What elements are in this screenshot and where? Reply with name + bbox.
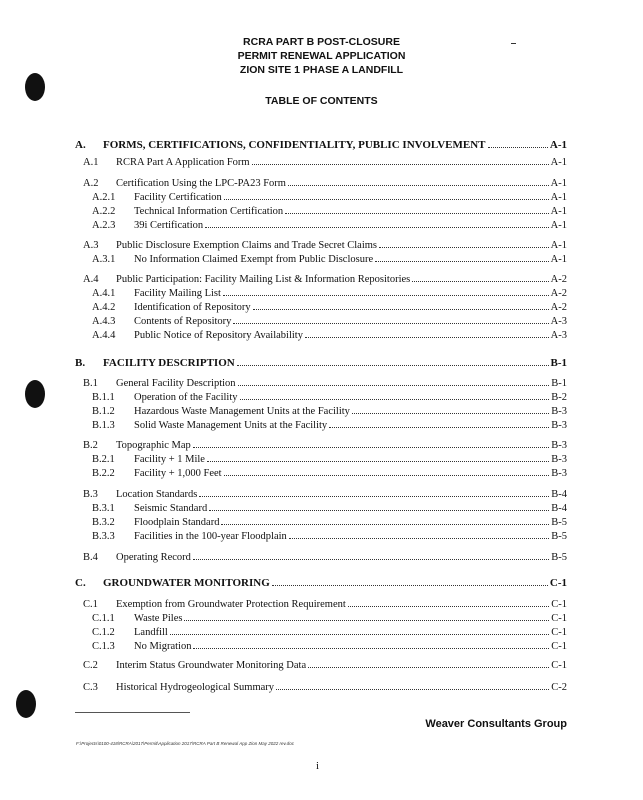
toc-number: A.4.1	[92, 288, 116, 299]
toc-entry	[0, 405, 643, 419]
toc-title: No Information Claimed Exempt from Public Disclosure	[134, 254, 374, 265]
toc-page: A-3	[550, 330, 567, 341]
toc-number: A.3.1	[92, 254, 116, 265]
toc-number: B.3.2	[92, 517, 115, 528]
toc-title: Facility + 1 Mile	[134, 454, 205, 465]
toc-number: C.1	[83, 599, 98, 610]
toc-page: B-3	[551, 454, 567, 465]
toc-page: C-1	[551, 641, 567, 652]
toc-number: A.	[75, 139, 86, 151]
toc-title: Certification Using the LPC-PA23 Form	[116, 178, 286, 189]
toc-title: General Facility Description	[116, 378, 236, 389]
toc-number: A.3	[83, 240, 99, 251]
toc-number: C.	[75, 577, 86, 589]
toc-title: Facilities in the 100-year Floodplain	[134, 531, 287, 542]
toc-title: Hazardous Waste Management Units at the Facility	[134, 406, 350, 417]
toc-title: Historical Hydrogeological Summary	[116, 682, 275, 693]
toc-page: A-1	[550, 157, 567, 168]
toc-title: Public Disclosure Exemption Claims and Trade Secret Claims	[116, 240, 378, 251]
toc-title: Facility + 1,000 Feet	[134, 468, 222, 479]
toc-page: B-5	[551, 552, 567, 563]
toc-page: C-1	[551, 627, 567, 638]
toc-page: A-2	[550, 274, 567, 285]
toc-page: B-1	[551, 378, 567, 389]
toc-page: B-3	[551, 420, 567, 431]
toc-number: C.1.2	[92, 627, 115, 638]
toc-number: A.2.2	[92, 206, 116, 217]
toc-entry	[0, 467, 643, 481]
toc-title: Facility Mailing List	[134, 288, 221, 299]
toc-title: RCRA Part A Application Form	[116, 157, 250, 168]
toc-title: FORMS, CERTIFICATIONS, CONFIDENTIALITY, PUBLIC INVOLVEMENT	[103, 139, 486, 151]
toc-page: A-1	[550, 240, 567, 251]
toc-entry	[0, 205, 643, 219]
toc-page: A-3	[550, 316, 567, 327]
toc-page: A-2	[550, 302, 567, 313]
toc-number: C.1.3	[92, 641, 115, 652]
toc-page: A-2	[550, 288, 567, 299]
toc-entry	[0, 315, 643, 329]
toc-entry	[0, 377, 643, 391]
toc-title: Seismic Standard	[134, 503, 208, 514]
toc-entry	[0, 177, 643, 191]
toc-title: Solid Waste Management Units at the Facility	[134, 420, 328, 431]
toc-page: C-1	[549, 577, 567, 589]
toc-number: B.2	[83, 440, 98, 451]
toc-entry	[0, 488, 643, 502]
toc-entry	[0, 516, 643, 530]
toc-page: B-3	[551, 406, 567, 417]
toc-number: A.4.4	[92, 330, 116, 341]
toc-page: A-1	[549, 139, 567, 151]
company-name: Weaver Consultants Group	[425, 718, 567, 730]
doc-title-line-2: PERMIT RENEWAL APPLICATION	[237, 50, 406, 62]
toc-entry	[0, 191, 643, 205]
toc-page: A-1	[550, 192, 567, 203]
toc-title: Exemption from Groundwater Protection Requirement	[116, 599, 346, 610]
toc-entry	[0, 273, 643, 287]
toc-entry	[0, 419, 643, 433]
toc-number: B.1.1	[92, 392, 115, 403]
toc-entry	[0, 287, 643, 301]
toc-title: Identification of Repository	[134, 302, 251, 313]
file-path: F:\Projects\0100-418\RCRA\2017\Permit\Application 2017\RCRA Part B Renewal App Zion May 2022 rev.doc	[76, 741, 294, 746]
toc-number: B.3.1	[92, 503, 115, 514]
toc-entry	[0, 239, 643, 253]
toc-page: A-1	[550, 220, 567, 231]
toc-entry	[0, 301, 643, 315]
toc-number: A.2.3	[92, 220, 116, 231]
toc-page: C-1	[551, 660, 567, 671]
toc-entry	[0, 253, 643, 267]
toc-page: B-2	[551, 392, 567, 403]
toc-number: A.2	[83, 178, 99, 189]
toc-number: A.4.2	[92, 302, 116, 313]
toc-title: Technical Information Certification	[134, 206, 284, 217]
toc-page: A-1	[550, 178, 567, 189]
toc-entry	[0, 219, 643, 233]
doc-title-line-3: ZION SITE 1 PHASE A LANDFILL	[239, 64, 404, 76]
toc-page: B-1	[550, 357, 567, 369]
toc-number: B.2.1	[92, 454, 115, 465]
toc-number: C.3	[83, 682, 98, 693]
toc-page: B-5	[551, 531, 567, 542]
toc-title: Contents of Repository	[134, 316, 232, 327]
page-number: i	[316, 760, 320, 772]
toc-number: A.4	[83, 274, 99, 285]
toc-title: Waste Piles	[134, 613, 183, 624]
toc-page: B-4	[551, 503, 567, 514]
toc-page: A-1	[550, 254, 567, 265]
toc-number: B.1.3	[92, 420, 115, 431]
toc-title: Interim Status Groundwater Monitoring Data	[116, 660, 307, 671]
toc-entry	[0, 156, 643, 170]
toc-entry	[0, 551, 643, 565]
toc-number: A.4.3	[92, 316, 116, 327]
toc-entry	[0, 626, 643, 640]
toc-number: A.2.1	[92, 192, 116, 203]
toc-entry	[0, 576, 643, 590]
toc-entry	[0, 612, 643, 626]
toc-page: B-4	[551, 489, 567, 500]
toc-entry	[0, 138, 643, 152]
toc-number: A.1	[83, 157, 99, 168]
toc-title: Operation of the Facility	[134, 392, 238, 403]
doc-title-line-1: RCRA PART B POST-CLOSURE	[243, 36, 400, 48]
toc-number: B.1.2	[92, 406, 115, 417]
toc-number: B.2.2	[92, 468, 115, 479]
toc-number: C.2	[83, 660, 98, 671]
toc-title: Topographic Map	[116, 440, 191, 451]
toc-number: B.3	[83, 489, 98, 500]
toc-number: B.3.3	[92, 531, 115, 542]
toc-entry	[0, 598, 643, 612]
toc-title: 39i Certification	[134, 220, 204, 231]
toc-entry	[0, 391, 643, 405]
toc-number: B.	[75, 357, 86, 369]
toc-title: No Migration	[134, 641, 192, 652]
toc-title: FACILITY DESCRIPTION	[103, 357, 235, 369]
toc-page: A-1	[550, 206, 567, 217]
toc-entry	[0, 439, 643, 453]
toc-entry	[0, 681, 643, 695]
toc-heading: TABLE OF CONTENTS	[265, 95, 378, 107]
toc-entry	[0, 453, 643, 467]
toc-title: Facility Certification	[134, 192, 222, 203]
toc-title: Landfill	[134, 627, 168, 638]
toc-page: C-1	[551, 613, 567, 624]
toc-title: Operating Record	[116, 552, 191, 563]
toc-number: B.4	[83, 552, 98, 563]
toc-entry	[0, 502, 643, 516]
toc-title: Public Notice of Repository Availability	[134, 330, 303, 341]
toc-title: Floodplain Standard	[134, 517, 220, 528]
toc-entry	[0, 356, 643, 370]
toc-title: GROUNDWATER MONITORING	[103, 577, 270, 589]
footer-rule	[75, 712, 190, 713]
toc-number: C.1.1	[92, 613, 115, 624]
toc-entry	[0, 329, 643, 343]
toc-entry	[0, 530, 643, 544]
toc-number: B.1	[83, 378, 98, 389]
toc-page: B-3	[551, 468, 567, 479]
toc-entry	[0, 640, 643, 654]
toc-page: B-5	[551, 517, 567, 528]
toc-entry	[0, 659, 643, 673]
toc-title: Location Standards	[116, 489, 198, 500]
toc-page: C-2	[551, 682, 567, 693]
toc-title: Public Participation: Facility Mailing List & Information Repositories	[116, 274, 411, 285]
toc-page: B-3	[551, 440, 567, 451]
toc-page: C-1	[551, 599, 567, 610]
